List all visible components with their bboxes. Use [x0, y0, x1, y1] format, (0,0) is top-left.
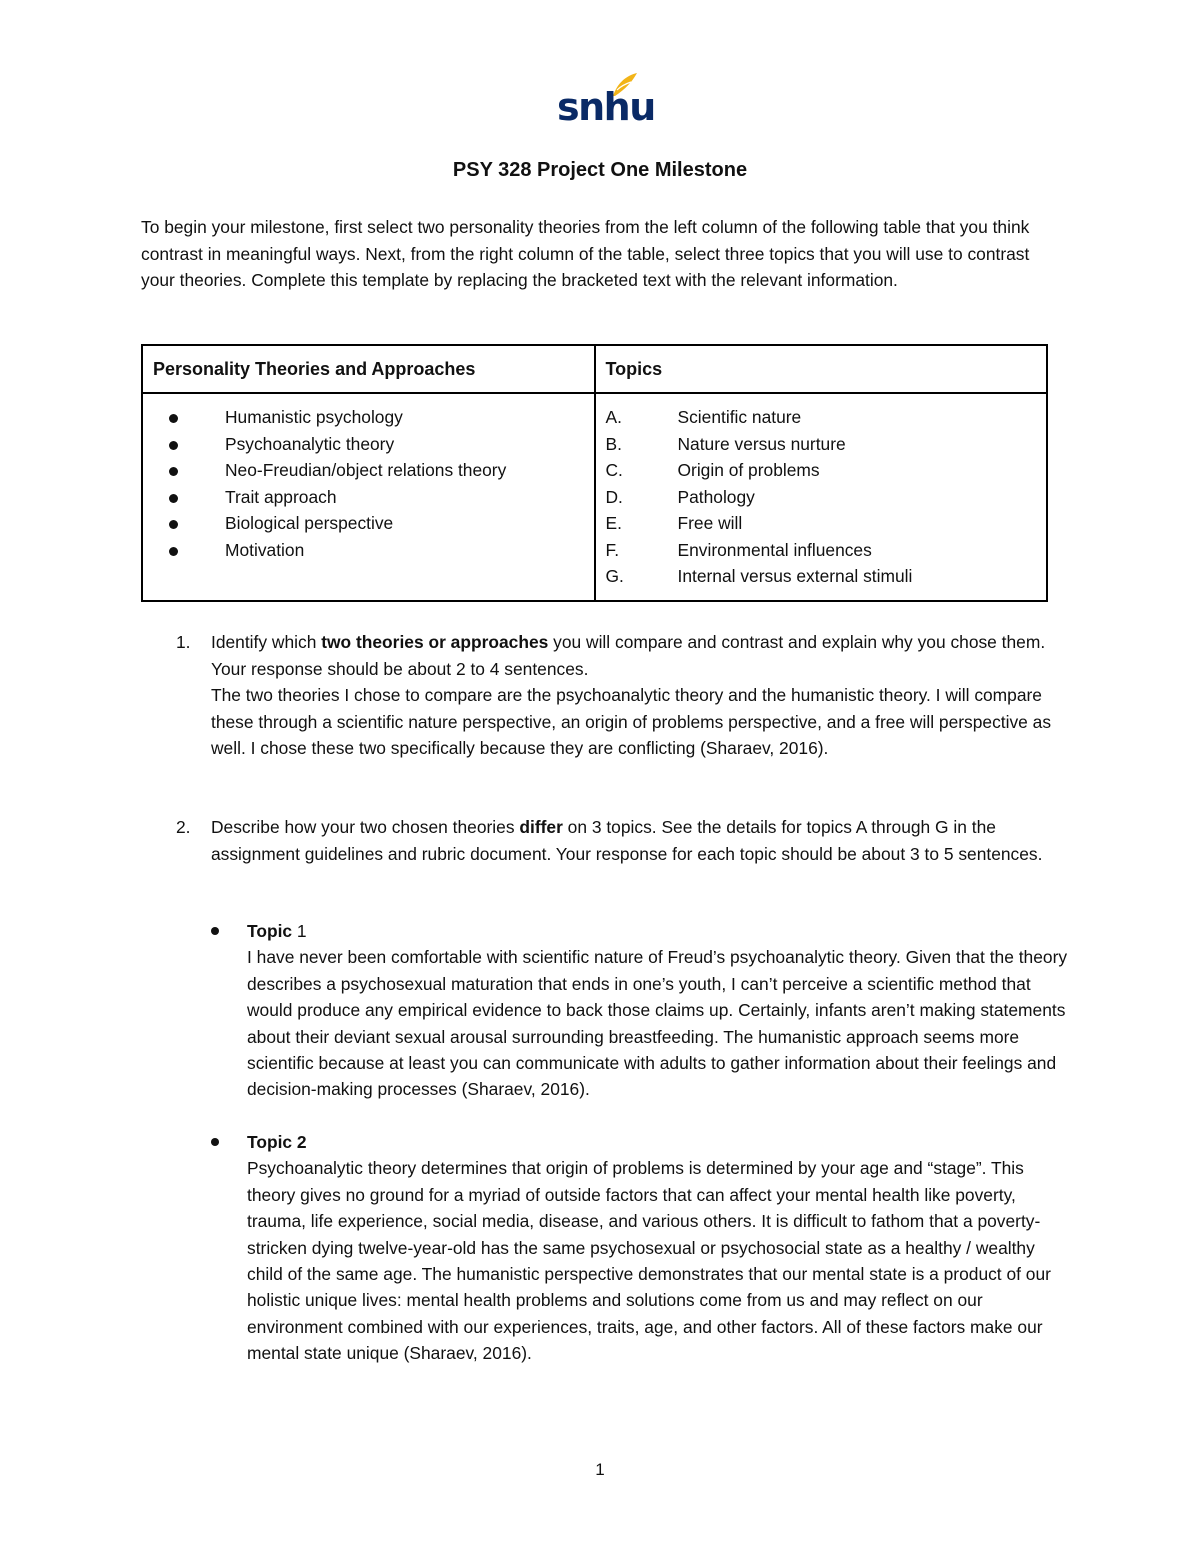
topic-letter: F. — [605, 539, 620, 560]
question-prompt: Identify which two theories or approaches you will compare and contrast and explain why you chose them. Your response should be about 2 to 4 sentences. — [211, 632, 1046, 679]
topic-letter: C. — [605, 460, 623, 480]
bullet-icon — [169, 494, 178, 503]
page-number: 1 — [595, 1460, 605, 1479]
topic-heading: Topic 2 — [247, 1132, 307, 1152]
topic-label: Internal versus external stimuli — [677, 566, 913, 586]
logo-wordmark: snhu — [557, 85, 655, 129]
intro-paragraph: To begin your milestone, first select two personality theories from the left column of the following table that you think contrast in meaningful ways. Next, from the right column of the table, select three topics that you will use to contrast your theories. Complete this template by replacing the bracketed text with the relevant information. — [141, 217, 1030, 290]
topic-item — [606, 457, 1037, 484]
bullet-icon — [169, 414, 178, 423]
theories-cell — [142, 393, 595, 601]
topics-column-header: Topics — [595, 345, 1048, 393]
theory-item — [153, 510, 584, 537]
topic-letter: A. — [605, 407, 622, 427]
topic-label: Free will — [677, 513, 743, 533]
topic-letter: G. — [605, 566, 624, 586]
bullet-icon — [169, 467, 178, 476]
topic-label: Environmental influences — [677, 539, 872, 560]
question-1 — [176, 629, 1066, 762]
theories-list — [153, 404, 584, 563]
topic-label: Origin of problems — [677, 460, 820, 480]
topic-label: Nature versus nurture — [677, 433, 846, 454]
theory-label: Humanistic psychology — [225, 407, 403, 427]
bullet-icon — [211, 1138, 219, 1146]
theory-label: Biological perspective — [225, 513, 394, 533]
topic-letter: B. — [605, 433, 622, 454]
topic-text: I have never been comfortable with scientific nature of Freud’s psychoanalytic theory. Given that the theory describes a psychosexual maturation that ends in one’s youth, I can’t perceive a scientific method that would produce any empirical evidence to back those claims up. Certainly, infants aren’t making statements about their deviant sexual arousal surrounding breastfeeding. The humanistic approach seems more scientific because at least you can communicate with adults to gather information about their feelings and decision-making processes (Sharaev, 2016). — [247, 947, 1068, 1100]
bullet-icon — [211, 927, 219, 935]
question-number: 2. — [176, 817, 191, 837]
theories-column-header: Personality Theories and Approaches — [142, 345, 595, 393]
topic-1-block — [211, 918, 1071, 1103]
snhu-logo — [553, 72, 655, 134]
theories-topics-table — [141, 344, 1048, 602]
theory-item — [153, 484, 584, 511]
topic-heading: Topic 1 — [247, 921, 307, 941]
theory-item — [153, 457, 584, 484]
topic-text: Psychoanalytic theory determines that origin of problems is determined by your age and “stage”. This theory gives no ground for a myriad of outside factors that can affect your mental health like poverty, trauma, life experience, social media, disease, and various others. It is difficult to fathom that a poverty-stricken dying twelve-year-old has the same psychosexual or psychosocial state as a healthy / wealthy child of the same age. The humanistic perspective demonstrates that our mental state is a product of our holistic unique lives: mental health problems and solutions come from us and may reflect on our environment combined with our experiences, traits, age, and other factors. All of these factors make our mental state unique (Sharaev, 2016). — [247, 1158, 1051, 1364]
topics-list — [606, 404, 1037, 590]
topic-item — [606, 431, 1037, 458]
topic-item — [606, 537, 1037, 564]
topic-item — [606, 510, 1037, 537]
theory-item — [153, 431, 584, 458]
theory-label: Psychoanalytic theory — [225, 433, 395, 454]
topic-letter: D. — [605, 486, 623, 507]
topic-item — [606, 563, 1037, 590]
topic-letter: E. — [605, 513, 622, 533]
theory-label: Neo-Freudian/object relations theory — [225, 460, 507, 480]
bullet-icon — [169, 520, 178, 529]
page-title: PSY 328 Project One Milestone — [452, 159, 748, 181]
bullet-icon — [169, 441, 178, 450]
topics-cell — [595, 393, 1048, 601]
theory-item — [153, 537, 584, 564]
topic-item — [606, 404, 1037, 431]
bullet-icon — [169, 547, 178, 556]
question-number: 1. — [176, 632, 191, 652]
topic-label: Scientific nature — [677, 407, 802, 427]
theory-label: Motivation — [225, 539, 305, 560]
theory-label: Trait approach — [225, 486, 337, 507]
question-answer: The two theories I chose to compare are the psychoanalytic theory and the humanistic theory. I will compare these through a scientific nature perspective, an origin of problems perspective, and a free will perspective as well. I chose these two specifically because they are conflicting (Sharaev, 2016). — [211, 685, 1052, 758]
topic-label: Pathology — [677, 486, 755, 507]
theory-item — [153, 404, 584, 431]
question-2 — [176, 814, 1066, 867]
question-prompt: Describe how your two chosen theories differ on 3 topics. See the details for topics A through G in the assignment guidelines and rubric document. Your response for each topic should be about 3 to 5 sentences. — [211, 817, 1043, 864]
topic-2-block — [211, 1129, 1071, 1367]
topic-item — [606, 484, 1037, 511]
